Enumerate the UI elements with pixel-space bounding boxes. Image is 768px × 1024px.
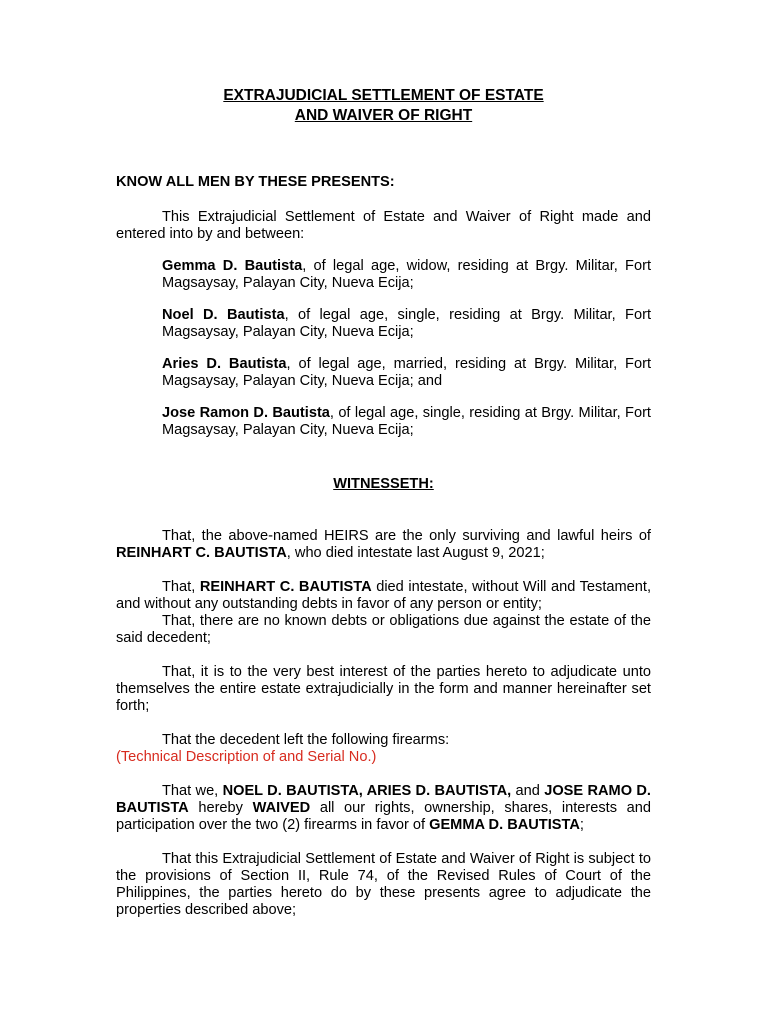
clause-text: , who died intestate last August 9, 2021; xyxy=(286,545,545,561)
party-name: Noel D. Bautista xyxy=(162,307,285,323)
clause-text: hereby xyxy=(188,800,253,816)
witnesseth-heading: WITNESSETH: xyxy=(333,476,434,492)
clause-text: That, xyxy=(162,579,200,595)
party-details: , of legal age, widow, residing at Brgy. Militar, Fort Magsaysay, Palayan City, Nueva Ecija; xyxy=(162,258,651,291)
party-noel xyxy=(162,307,651,341)
clause-text: died intestate, without Will and Testament, and without any outstanding debts in favor of any person or entity; xyxy=(116,579,652,612)
party-details: , of legal age, single, residing at Brgy. Militar, Fort Magsaysay, Palayan City, Nueva Ecija; xyxy=(162,405,651,438)
firearms-placeholder: (Technical Description of and Serial No.) xyxy=(116,749,377,765)
clause-text: all our rights, ownership, shares, interests and participation over the two (2) firearms in favor of xyxy=(116,800,651,833)
party-details: , of legal age, single, residing at Brgy. Militar, Fort Magsaysay, Palayan City, Nueva Ecija; xyxy=(162,307,651,340)
decedent-name: REINHART C. BAUTISTA xyxy=(116,545,287,561)
party-aries xyxy=(162,356,651,390)
party-name: Gemma D. Bautista xyxy=(162,258,303,274)
heir-names: NOEL D. BAUTISTA, ARIES D. BAUTISTA, xyxy=(222,783,512,799)
party-jose-ramon xyxy=(162,405,651,439)
waived-word: WAIVED xyxy=(252,800,311,816)
decedent-name: REINHART C. BAUTISTA xyxy=(199,579,372,595)
title-line-2: AND WAIVER OF RIGHT xyxy=(294,107,473,124)
party-details: , of legal age, married, residing at Brgy. Militar, Fort Magsaysay, Palayan City, Nueva Ecija; and xyxy=(162,356,651,389)
clause-intestate xyxy=(116,579,651,613)
heir-name: JOSE RAMO D. BAUTISTA xyxy=(116,783,651,816)
clause-no-debts: That, there are no known debts or obligations due against the estate of the said decedent; xyxy=(116,613,651,646)
clause-waiver xyxy=(116,783,651,834)
beneficiary-name: GEMMA D. BAUTISTA xyxy=(429,817,580,833)
party-name: Jose Ramon D. Bautista xyxy=(162,405,330,421)
know-all-heading: KNOW ALL MEN BY THESE PRESENTS: xyxy=(116,174,395,190)
party-name: Aries D. Bautista xyxy=(162,356,287,372)
clause-text: That we, xyxy=(162,783,223,799)
party-gemma xyxy=(162,258,651,292)
clause-text: That, the above-named HEIRS are the only surviving and lawful heirs of xyxy=(162,528,651,544)
clause-rule-74: That this Extrajudicial Settlement of Estate and Waiver of Right is subject to the provisions of Section II, Rule 74, of the Revised Rules of Court of the Philippines, the parties hereto do by these presents agree to adjudicate the properties described above; xyxy=(116,851,651,918)
clause-heirs xyxy=(116,528,651,562)
clause-text: and xyxy=(511,783,545,799)
intro-paragraph: This Extrajudicial Settlement of Estate and Waiver of Right made and entered into by and between: xyxy=(116,209,651,242)
title-line-1: EXTRAJUDICIAL SETTLEMENT OF ESTATE xyxy=(223,87,544,104)
clause-firearms: That the decedent left the following firearms: xyxy=(162,732,450,748)
clause-text: ; xyxy=(579,817,584,833)
clause-adjudicate: That, it is to the very best interest of the parties hereto to adjudicate unto themselves the entire estate extrajudicially in the form and manner hereinafter set forth; xyxy=(116,664,651,714)
document-title xyxy=(116,86,651,126)
